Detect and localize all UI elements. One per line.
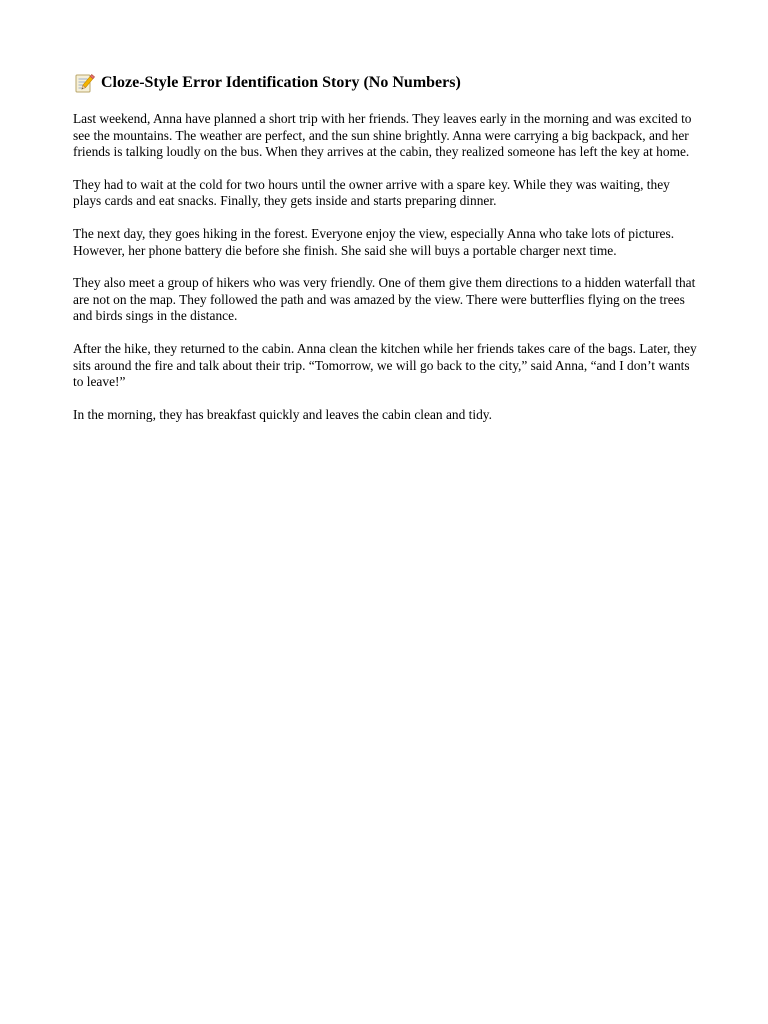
story-paragraph-4: They also meet a group of hikers who was very friendly. One of them give them directions to a hidden waterfall that are not on the map. They followed the path and was amazed by the view. There were butterflies flying on the trees and birds sings in the distance. [73,275,696,324]
document-title: Cloze-Style Error Identification Story (No Numbers) [101,74,461,91]
story-paragraph-3: The next day, they goes hiking in the forest. Everyone enjoy the view, especially Anna who take lots of pictures. However, her phone battery die before she finish. She said she will buys a portable charger next time. [73,225,675,258]
title-row [73,72,699,94]
document-page [73,72,699,439]
story-body [73,111,699,423]
memo-icon [73,72,95,94]
story-paragraph-5: After the hike, they returned to the cabin. Anna clean the kitchen while her friends takes care of the bags. Later, they sits around the fire and talk about their trip. “Tomorrow, we will go back to the city,” said Anna, “and I don’t wants to leave!” [73,340,697,390]
story-paragraph-2: They had to wait at the cold for two hours until the owner arrive with a spare key. While they was waiting, they plays cards and eat snacks. Finally, they gets inside and starts preparing dinner. [73,176,670,209]
story-paragraph-1: Last weekend, Anna have planned a short trip with her friends. They leaves early in the morning and was excited to see the mountains. The weather are perfect, and the sun shine brightly. Anna were carrying a big backpack, and her friends is talking loudly on the bus. When they arrives at the cabin, they realized someone has left the key at home. [73,111,692,160]
story-paragraph-6: In the morning, they has breakfast quickly and leaves the cabin clean and tidy. [73,406,492,422]
